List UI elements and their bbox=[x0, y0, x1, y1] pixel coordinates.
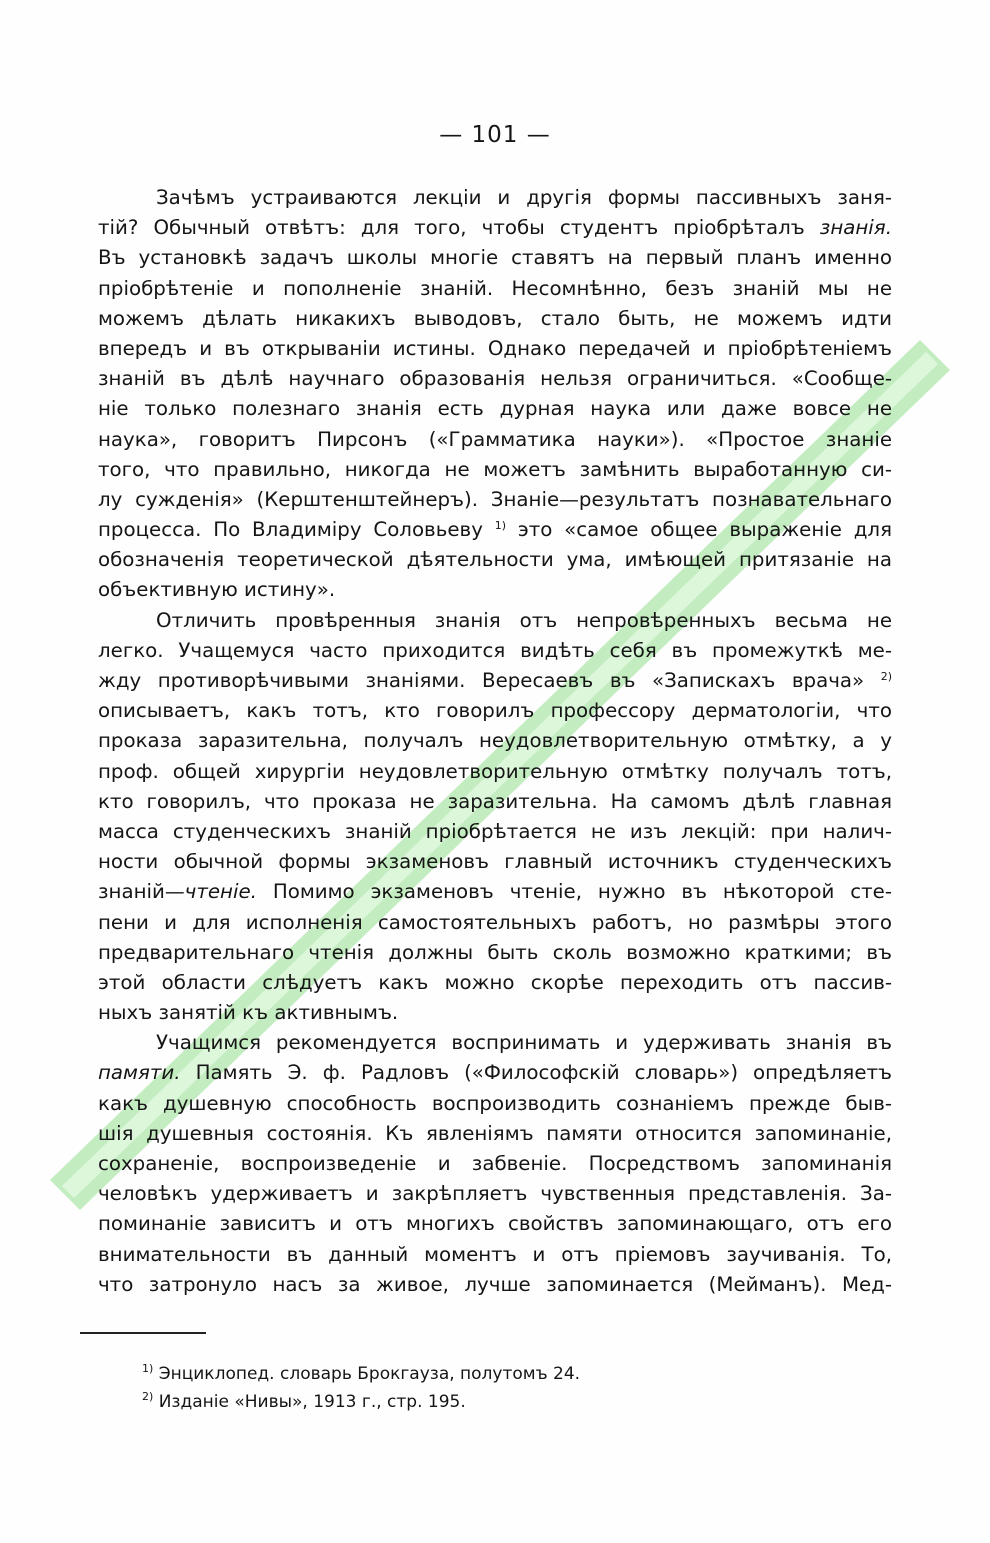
footnote-marker: 1) bbox=[142, 1362, 154, 1375]
text-line: описываетъ, какъ тотъ, кто говорилъ профессору дерматологіи, что bbox=[98, 699, 892, 723]
text-line: поминаніе зависитъ и отъ многихъ свойствъ запоминающаго, отъ его bbox=[98, 1212, 892, 1236]
text-line: кто говорилъ, что проказа не заразительна. На самомъ дѣлѣ главная bbox=[98, 789, 892, 813]
italic-term: чтеніе. bbox=[184, 880, 257, 904]
text-line: жду противорѣчивыми знаніями. Вересаевъ въ «Запискахъ врача» $^{2)}$ bbox=[98, 669, 892, 692]
footnote-ref-2: 2) bbox=[880, 670, 892, 683]
text-line: масса студенческихъ знаній пріобрѣтается не изъ лекцій: при налич- bbox=[98, 819, 892, 843]
text-line: того, что правильно, никогда не можетъ замѣнить выработанную си- bbox=[98, 457, 892, 481]
italic-term: знанія. bbox=[819, 216, 892, 240]
text-line: знаній—чтеніе. Помимо экзаменовъ чтеніе, нужно въ нѣкоторой сте- bbox=[98, 880, 892, 904]
text-line: Отличить провѣренныя знанія отъ непровѣренныхъ весьма не bbox=[156, 608, 892, 632]
footnotes bbox=[142, 1360, 842, 1416]
text-line: объективную истину». bbox=[98, 578, 336, 602]
text-line: предварительнаго чтенія должны быть сколь возможно краткими; въ bbox=[98, 940, 892, 964]
text-line: знаній въ дѣлѣ научнаго образованія нельзя ограничиться. «Сообще- bbox=[98, 367, 892, 391]
body-text bbox=[98, 183, 892, 1300]
text-line: процесса. По Владиміру Соловьеву $^{1)}$ это «самое общее выраженіе для bbox=[98, 518, 892, 542]
text-line: этой области слѣдуетъ какъ можно скорѣе переходить отъ пассив- bbox=[98, 970, 892, 994]
text-line: ніе только полезнаго знанія есть дурная наука или даже вовсе не bbox=[98, 397, 892, 421]
text-line: шія душевныя состоянія. Къ явленіямъ памяти относится запоминаніе, bbox=[98, 1121, 892, 1145]
text-line: сохраненіе, воспроизведеніе и забвеніе. Посредствомъ запоминанія bbox=[98, 1152, 892, 1175]
footnote-text: Изданіе «Нивы», 1913 г., стр. 195. bbox=[158, 1392, 466, 1412]
text-line: обозначенія теоретической дѣятельности ума, имѣющей притязаніе на bbox=[98, 548, 892, 572]
text-line: пени и для исполненія самостоятельныхъ работъ, но размѣры этого bbox=[98, 910, 892, 934]
footnote-item bbox=[142, 1360, 842, 1388]
footnote-text: Энциклопед. словарь Брокгауза, полутомъ 24. bbox=[158, 1364, 581, 1384]
text-line: Въ установкѣ задачъ школы многіе ставятъ на первый планъ именно bbox=[98, 246, 892, 270]
text-line: проказа заразительна, получалъ неудовлетворительную отмѣтку, а у bbox=[98, 729, 892, 753]
footnote-divider bbox=[80, 1332, 206, 1334]
text-line: тій? Обычный отвѣтъ: для того, чтобы студентъ пріобрѣталъ знанія. bbox=[98, 216, 892, 240]
text-line: что затронуло насъ за живое, лучше запоминается (Мейманъ). Мед- bbox=[98, 1272, 892, 1296]
text-line: лу сужденія» (Керштенштейнеръ). Знаніе—результатъ познавательнаго bbox=[98, 487, 892, 511]
text-line: можемъ дѣлать никакихъ выводовъ, стало быть, не можемъ идти bbox=[98, 306, 892, 330]
italic-term: памяти. bbox=[98, 1061, 181, 1085]
text-line: ности обычной формы экзаменовъ главный источникъ студенческихъ bbox=[98, 850, 892, 874]
text-line: какъ душевную способность воспроизводить сознаніемъ прежде быв- bbox=[98, 1091, 892, 1115]
text-line: впередъ и въ открываніи истины. Однако передачей и пріобрѣтеніемъ bbox=[98, 336, 892, 360]
text-line: Зачѣмъ устраиваются лекціи и другія формы пассивныхъ заня- bbox=[156, 186, 892, 209]
text-line: пріобрѣтеніе и пополненіе знаній. Несомнѣнно, безъ знаній мы не bbox=[98, 276, 892, 300]
footnote-ref-1: 1) bbox=[494, 519, 507, 533]
text-line: легко. Учащемуся часто приходится видѣть себя въ промежуткѣ ме- bbox=[98, 638, 892, 662]
text-line: внимательности въ данный моментъ и отъ пріемовъ заучиванія. То, bbox=[98, 1242, 892, 1266]
page-number: — 101 — bbox=[439, 122, 551, 148]
text-line: проф. общей хирургіи неудовлетворительную отмѣтку получалъ тотъ, bbox=[98, 759, 892, 783]
text-line: Учащимся рекомендуется воспринимать и удерживать знанія въ bbox=[156, 1031, 892, 1055]
footnote-marker: 2) bbox=[142, 1390, 154, 1403]
footnote-item bbox=[142, 1388, 842, 1416]
text-line: человѣкъ удерживаетъ и закрѣпляетъ чувственныя представленія. За- bbox=[98, 1182, 892, 1206]
text-line: наука», говоритъ Пирсонъ («Грамматика науки»). «Простое знаніе bbox=[98, 427, 892, 451]
text-line: ныхъ занятій къ активнымъ. bbox=[98, 1001, 399, 1025]
text-line: памяти. Память Э. ф. Радловъ («Философскій словарь») опредѣляетъ bbox=[98, 1061, 893, 1085]
